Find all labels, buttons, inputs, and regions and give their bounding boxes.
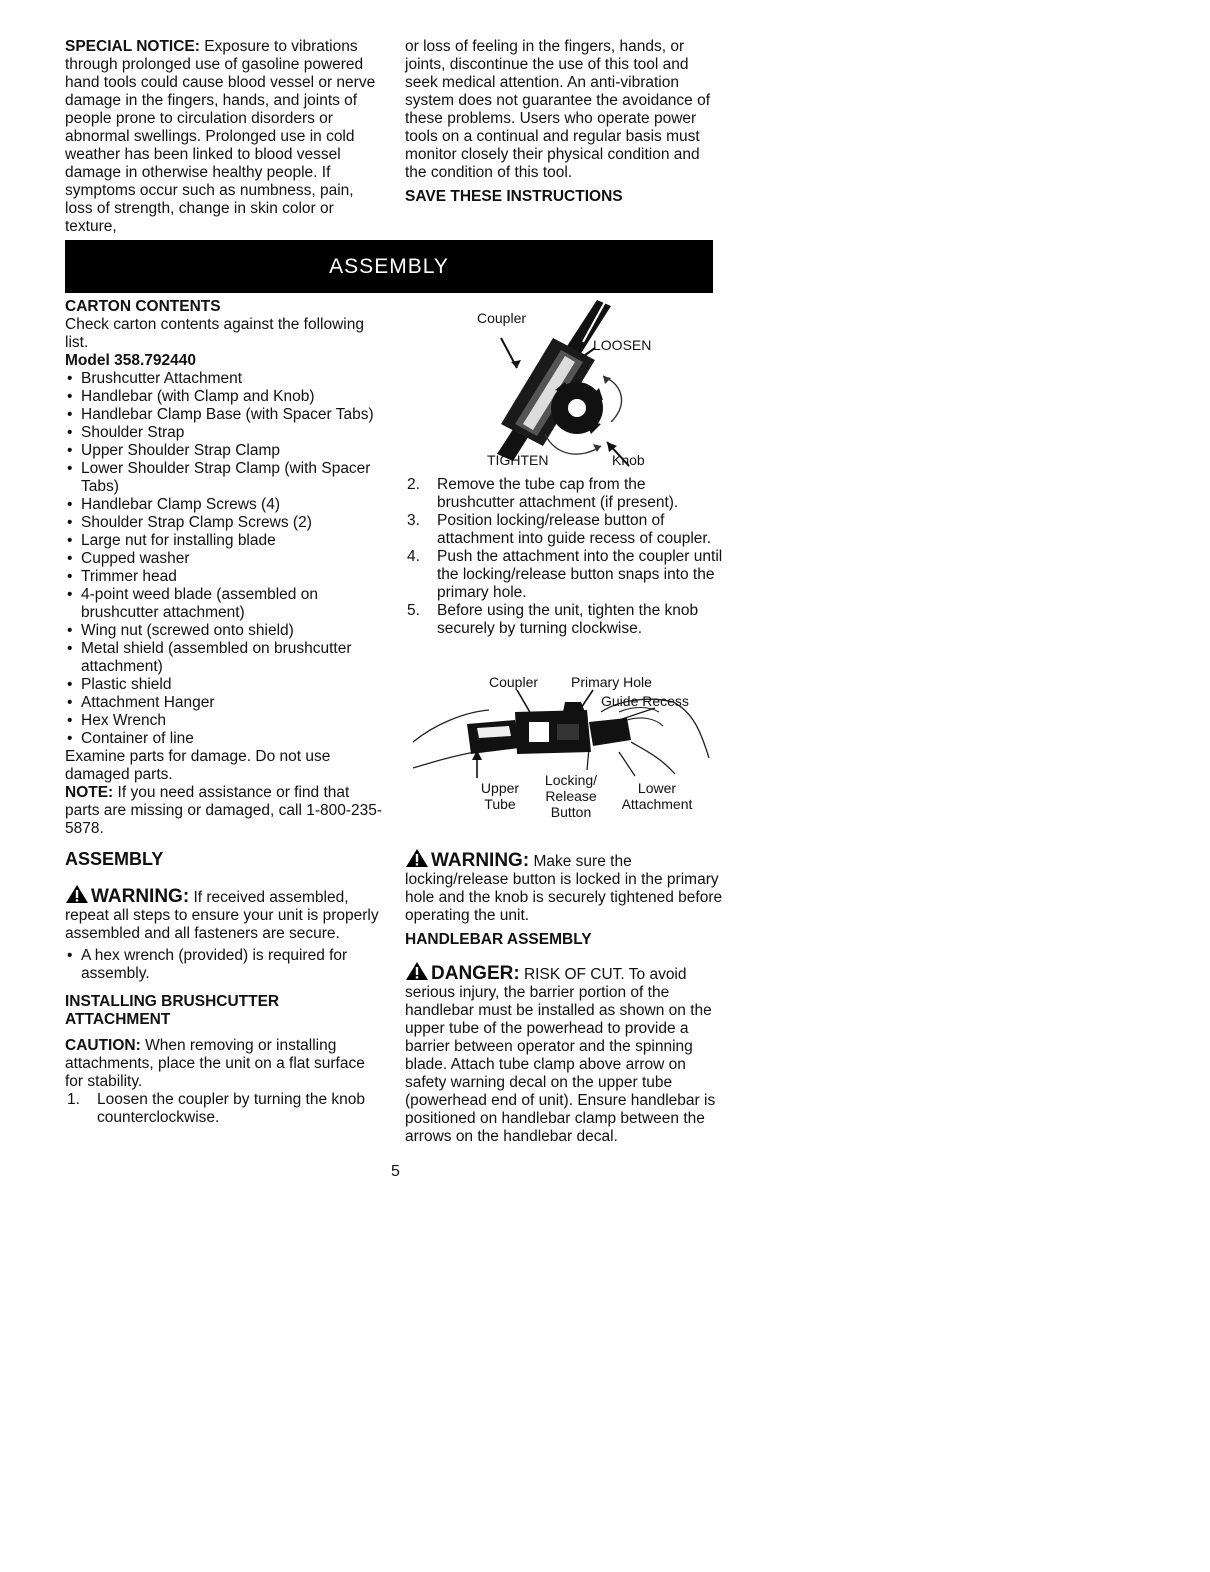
release-text: Release [545, 788, 597, 804]
step-number: 3. [407, 512, 420, 529]
caution-label: CAUTION: [65, 1037, 141, 1054]
right-lower-column [405, 848, 723, 1146]
list-item: • Container of line [65, 730, 383, 748]
danger-label: DANGER: [431, 963, 520, 984]
lock-warning-label: WARNING: [431, 850, 530, 871]
model-number: Model 358.792440 [65, 352, 196, 369]
list-item: • Wing nut (screwed onto shield) [65, 622, 383, 640]
lower-text: Lower [637, 780, 677, 796]
steps-column [405, 476, 723, 638]
button-text: Button [550, 804, 592, 820]
list-item: • Plastic shield [65, 676, 383, 694]
warning-triangle-icon [65, 884, 89, 904]
list-item: • Hex Wrench [65, 712, 383, 730]
carton-item-list [65, 370, 383, 748]
note-text: If you need assistance or find that parts are missing or damaged, call 1-800-235-5878. [65, 784, 383, 837]
step-text: Before using the unit, tighten the knob securely by turning clockwise. [437, 602, 699, 637]
list-item: • Upper Shoulder Strap Clamp [65, 442, 383, 460]
carton-contents-heading: CARTON CONTENTS [65, 298, 221, 315]
figure-label-guide-recess: Guide Recess [601, 693, 689, 709]
figure-label-locking-release-button [531, 772, 611, 820]
step-4 [405, 548, 723, 602]
list-item: • Lower Shoulder Strap Clamp (with Spacer Tabs) [65, 460, 383, 496]
figure-label-knob: Knob [612, 452, 645, 468]
page-number: 5 [391, 1163, 400, 1180]
lock-warning-text: Make sure the locking/release button is locked in the primary hole and the knob is securely tightened before operating the unit. [405, 853, 723, 924]
caution-text: When removing or installing attachments, place the unit on a flat surface for stability. [65, 1037, 365, 1090]
assembly-warning-label: WARNING: [91, 886, 190, 907]
coupler-knob-illustration [405, 296, 705, 471]
danger-triangle-icon [405, 961, 429, 981]
special-notice-label: SPECIAL NOTICE: [65, 38, 200, 55]
list-item: • Handlebar Clamp Screws (4) [65, 496, 383, 514]
step-text: Loosen the coupler by turning the knob counterclockwise. [97, 1091, 365, 1126]
list-item: • Large nut for installing blade [65, 532, 383, 550]
danger-text: RISK OF CUT. To avoid serious injury, the barrier portion of the handlebar must be installed as shown on the upper tube of the powerhead to provide a barrier between operator and the spinning blade. Attach tube clamp above arrow on safety warning decal on the upper tube (powerhead end of unit). Ensure handlebar is positioned on handlebar clamp between the arrows on the handlebar decal. [405, 966, 716, 1145]
list-item: • Shoulder Strap [65, 424, 383, 442]
special-notice-continued: or loss of feeling in the fingers, hands, or joints, discontinue the use of this tool and seek medical attention. An anti-vibration system does not guarantee the avoidance of these problems. Users who operate power tools on a continual and regular basis must monitor closely their physical condition and the condition of this tool. [405, 38, 711, 181]
upper-text: Upper [480, 780, 520, 796]
step-2 [405, 476, 723, 512]
step-number: 1. [67, 1091, 80, 1108]
list-item: • Cupped washer [65, 550, 383, 568]
step-list-first [65, 1091, 383, 1127]
locking-text: Locking/ [544, 772, 598, 788]
note-label: NOTE: [65, 784, 114, 801]
list-item: • 4-point weed blade (assembled on brushcutter attachment) [65, 586, 383, 622]
list-item: • Handlebar Clamp Base (with Spacer Tabs) [65, 406, 383, 424]
attachment-insertion-figure [405, 672, 723, 832]
examine-text: Examine parts for damage. Do not use damaged parts. [65, 748, 331, 783]
figure-label-upper-tube [465, 780, 535, 812]
list-item: • Metal shield (assembled on brushcutter attachment) [65, 640, 383, 676]
list-item: • Shoulder Strap Clamp Screws (2) [65, 514, 383, 532]
attachment-text: Attachment [621, 796, 693, 812]
assembly-bullet-list [65, 947, 383, 983]
list-item: • Handlebar (with Clamp and Knob) [65, 388, 383, 406]
step-number: 5. [407, 602, 420, 619]
step-3 [405, 512, 723, 548]
figure-label-loosen: LOOSEN [593, 337, 652, 353]
assembly-banner: ASSEMBLY [65, 240, 713, 293]
step-number: 2. [407, 476, 420, 493]
figure-label-primary-hole: Primary Hole [571, 674, 652, 690]
tube-text: Tube [484, 796, 516, 812]
step-list [405, 476, 723, 638]
step-text: Push the attachment into the coupler until the locking/release button snaps into the primary hole. [437, 548, 723, 601]
step-1 [65, 1091, 383, 1127]
special-notice-text: Exposure to vibrations through prolonged use of gasoline powered hand tools could cause blood vessel or nerve damage in the fingers, hands, and joints of people prone to circulation disorders or abnormal swellings. Prolonged use in cold weather has been linked to blood vessel damage in otherwise healthy people. If symptoms occur such as numbness, pain, loss of strength, change in skin color or texture, [65, 38, 376, 235]
figure-label-coupler-2: Coupler [489, 674, 539, 690]
coupler-knob-figure [405, 296, 705, 471]
step-number: 4. [407, 548, 420, 565]
step-text: Remove the tube cap from the brushcutter attachment (if present). [437, 476, 679, 511]
left-column [65, 298, 383, 1127]
list-item: • Attachment Hanger [65, 694, 383, 712]
list-item: • Trimmer head [65, 568, 383, 586]
figure-label-tighten: TIGHTEN [487, 452, 549, 468]
special-notice-right [405, 38, 723, 206]
step-text: Position locking/release button of attachment into guide recess of coupler. [437, 512, 711, 547]
assembly-warning-text: If received assembled, repeat all steps to ensure your unit is properly assembled and all fasteners are secure. [65, 889, 379, 942]
figure-label-coupler: Coupler [477, 310, 527, 326]
installing-heading: INSTALLING BRUSHCUTTER ATTACHMENT [65, 993, 280, 1028]
carton-intro: Check carton contents against the following list. [65, 316, 364, 351]
list-item: • A hex wrench (provided) is required for assembly. [65, 947, 383, 983]
warning-triangle-icon [405, 848, 429, 868]
special-notice-left [65, 38, 383, 236]
list-item: • Brushcutter Attachment [65, 370, 383, 388]
save-instructions: SAVE THESE INSTRUCTIONS [405, 188, 623, 205]
assembly-heading: ASSEMBLY [65, 849, 164, 869]
step-5 [405, 602, 723, 638]
handlebar-assembly-heading: HANDLEBAR ASSEMBLY [405, 931, 592, 948]
figure-label-lower-attachment [613, 780, 701, 812]
